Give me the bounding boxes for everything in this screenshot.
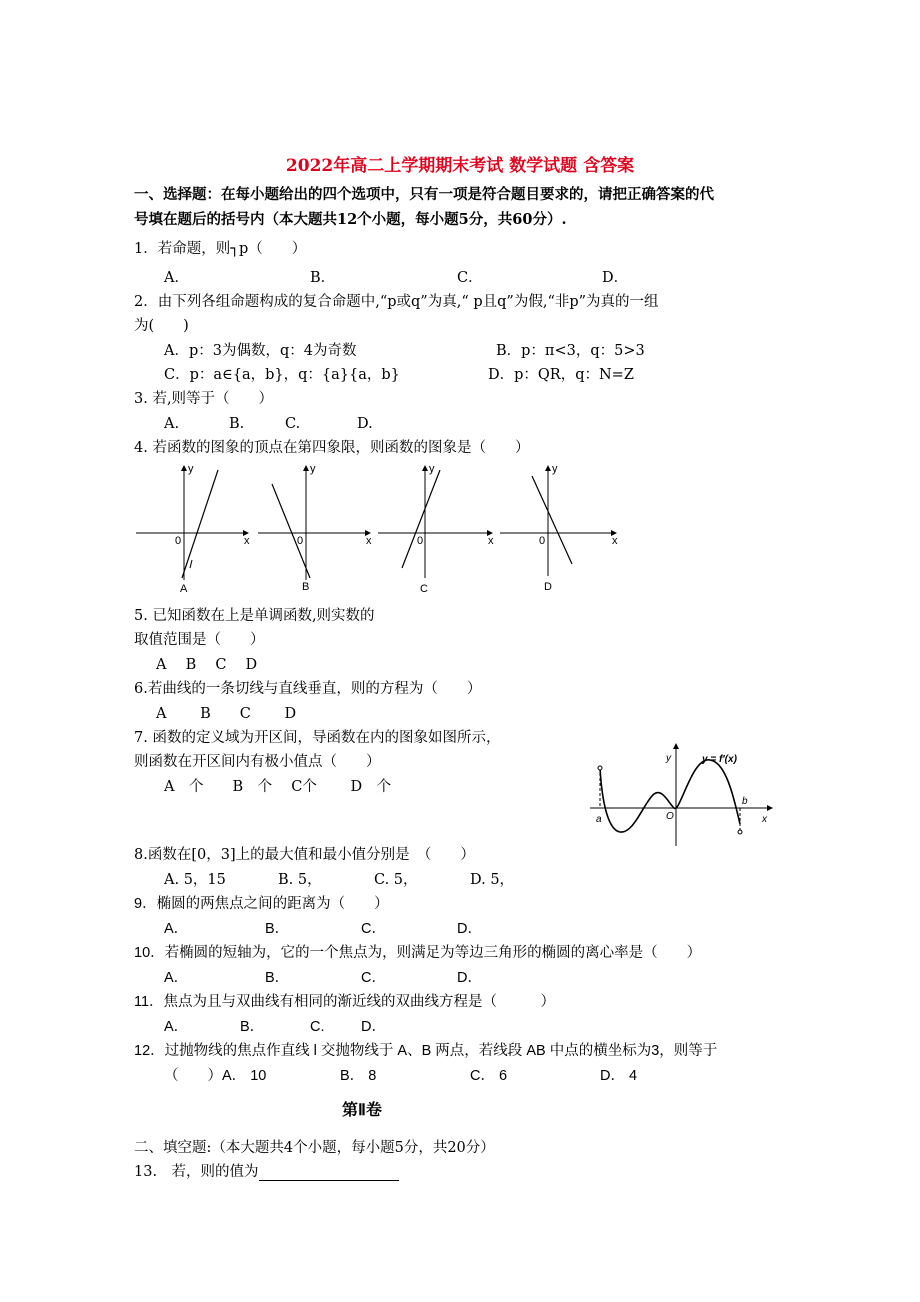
q1-opt-d: D． — [602, 270, 629, 286]
graph-a-label: A — [180, 583, 188, 595]
q4-graphs — [130, 460, 630, 600]
graph-b-x-label: x — [366, 535, 372, 547]
q10-opt-a: A． — [164, 970, 189, 986]
q11-stem: 11．焦点为且与双曲线有相同的渐近线的双曲线方程是（ ） — [134, 994, 556, 1010]
q7-origin-label: O — [666, 811, 674, 822]
q7-derivative-graph — [588, 742, 788, 852]
q2-stem2: 为( ) — [134, 318, 189, 334]
section2-heading: 二、填空题:（本大题共4个小题，每小题5分，共20分） — [134, 1140, 495, 1156]
q12-opt-c: C． 6 — [470, 1068, 508, 1084]
q7-x-label: x — [762, 814, 767, 825]
q9-stem: 9．椭圆的两焦点之间的距离为（ ） — [134, 896, 389, 912]
q10-opt-c: C． — [361, 970, 386, 986]
q7-b-label: b — [742, 796, 748, 807]
q7-stem1: 7. 函数的定义域为开区间，导函数在内的图象如图所示， — [134, 730, 501, 746]
graph-b-origin: 0 — [297, 535, 304, 547]
q12-stem: 12．过抛物线的焦点作直线 l 交抛物线于 A、B 两点，若线段 AB 中点的横坐标为3，则等于 — [134, 1043, 718, 1059]
q3-opt-b: B. — [229, 416, 245, 432]
q8-opt-c: C. 5， — [374, 872, 418, 888]
q9-opt-c: C． — [361, 921, 386, 937]
section1-line2: 号填在题后的括号内（本大题共12个小题，每小题5分，共60分）. — [134, 211, 567, 228]
q1-opt-b: B． — [310, 270, 336, 286]
q10-opt-d: D． — [457, 970, 482, 986]
q12-opt-a: （ ）A． 10 — [164, 1068, 267, 1084]
q7-func-label: y = f′(x) — [702, 754, 737, 765]
q8-opt-a: A. 5，15 — [164, 872, 226, 888]
q5-stem2: 取值范围是（ ） — [134, 632, 265, 648]
q13-stem: 13. 若，则的值为 — [134, 1164, 259, 1180]
q1-stem: 1．若命题，则┐p（ ） — [134, 241, 307, 257]
graph-b-label: B — [302, 581, 310, 593]
graph-d-label: D — [544, 581, 552, 593]
graph-a — [136, 463, 250, 595]
q10-stem: 10．若椭圆的短轴为，它的一个焦点为，则满足为等边三角形的椭圆的离心率是（ ） — [134, 945, 702, 961]
q7-y-label: y — [666, 753, 671, 764]
q2-stem1: 2．由下列各组命题构成的复合命题中,“p或q”为真,“ p且q”为假,“非p”为真的一组 — [134, 294, 659, 310]
graph-a-y-label: y — [188, 463, 194, 475]
q4-stem: 4. 若函数的图象的顶点在第四象限，则函数的图象是（ ） — [134, 440, 530, 456]
page-title: 2022年高二上学期期末考试 数学试题 含答案 — [285, 156, 635, 176]
q11-opt-d: D． — [361, 1019, 386, 1035]
q11-opt-a: A． — [164, 1019, 189, 1035]
q3-opt-a: A. — [164, 416, 180, 432]
q6-stem: 6.若曲线的一条切线与直线垂直，则的方程为（ ） — [134, 681, 482, 697]
q13-answer-blank[interactable] — [259, 1166, 399, 1181]
q5-options: A B C D — [156, 657, 258, 673]
q5-stem1: 5. 已知函数在上是单调函数,则实数的 — [134, 608, 375, 624]
q8-opt-b: B. 5， — [278, 872, 322, 888]
part2-heading: 第Ⅱ卷 — [342, 1102, 382, 1119]
q2-opt-c: C．p：a∈{a，b}，q：{a}{a，b} — [164, 367, 400, 383]
graph-c — [378, 463, 494, 595]
section1-line1: 一、选择题：在每小题给出的四个选项中，只有一项是符合题目要求的，请把正确答案的代 — [134, 186, 714, 203]
graph-c-y-label: y — [429, 463, 435, 475]
graph-c-label: C — [420, 583, 428, 595]
q3-opt-d: D. — [357, 416, 373, 432]
q8-stem: 8.函数在[0，3]上的最大值和最小值分别是 （ ） — [134, 847, 475, 863]
q2-opt-d: D．p：QR，q：N=Z — [488, 367, 634, 383]
q9-opt-b: B． — [265, 921, 290, 937]
q1-opt-c: C． — [457, 270, 483, 286]
q7-options: A 个 B 个 C个 D 个 — [164, 779, 392, 795]
q9-opt-d: D． — [457, 921, 482, 937]
q2-opt-a: A．p：3为偶数，q：4为奇数 — [164, 343, 357, 359]
q9-opt-a: A． — [164, 921, 189, 937]
q12-opt-b: B． 8 — [340, 1068, 377, 1084]
q13 — [134, 1163, 399, 1181]
q7-a-label: a — [596, 814, 602, 825]
graph-b — [258, 463, 372, 593]
q8-opt-d: D. 5， — [470, 872, 515, 888]
graph-c-origin: 0 — [417, 535, 424, 547]
graph-d-x-label: x — [612, 535, 618, 547]
q10-opt-b: B． — [265, 970, 290, 986]
q11-opt-c: C. — [310, 1019, 325, 1035]
graph-a-x-label: x — [244, 535, 250, 547]
q3-stem: 3. 若,则等于（ ） — [134, 391, 274, 407]
q1-opt-a: A． — [164, 270, 189, 286]
graph-d-y-label: y — [552, 463, 558, 475]
q3-opt-c: C. — [285, 416, 301, 432]
graph-b-y-label: y — [310, 463, 316, 475]
graph-a-origin: 0 — [175, 535, 182, 547]
graph-d-origin: 0 — [539, 535, 546, 547]
graph-d — [500, 463, 618, 593]
q6-options: A B C D — [156, 706, 297, 722]
q2-opt-b: B．p：π<3，q：5>3 — [496, 343, 645, 359]
q11-opt-b: B． — [240, 1019, 265, 1035]
q12-opt-d: D． 4 — [600, 1068, 638, 1084]
q7-stem2: 则函数在开区间内有极小值点（ ） — [134, 754, 381, 770]
graph-c-x-label: x — [488, 535, 494, 547]
